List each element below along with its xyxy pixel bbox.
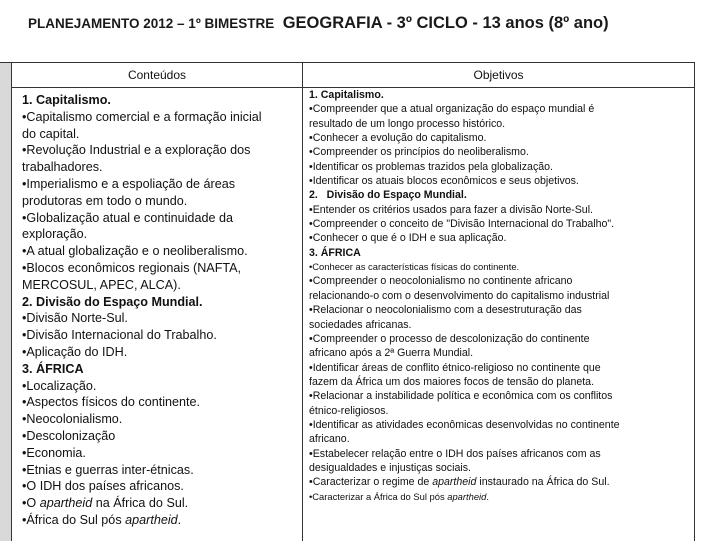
conteudo-line: trabalhadores. bbox=[22, 160, 103, 175]
objetivo-line: •Identificar os problemas trazidos pela globalização. bbox=[309, 160, 553, 173]
conteudo-line: •Aspectos físicos do continente. bbox=[22, 395, 201, 410]
objetivo-line: •Compreender o conceito de "Divisão Internacional do Trabalho". bbox=[309, 218, 615, 231]
objetivo-line: resultado de um longo processo histórico. bbox=[309, 117, 506, 130]
conteudo-line: •Globalização atual e continuidade da bbox=[22, 210, 233, 225]
conteudo-line: •África do Sul pós apartheid. bbox=[22, 512, 182, 527]
objetivos-column bbox=[309, 88, 669, 504]
objetivo-line: •Caracterizar o regime de apartheid instaurado na África do Sul. bbox=[309, 476, 610, 489]
objetivo-line: •Caracterizar a África do Sul pós apartheid. bbox=[309, 490, 489, 502]
conteudo-line: •Imperialismo e a espoliação de áreas bbox=[22, 176, 236, 191]
conteudo-line: MERCOSUL, APEC, ALCA). bbox=[22, 277, 181, 292]
title-part-1: PLANEJAMENTO 2012 – 1º BIMESTRE bbox=[28, 16, 275, 31]
objetivo-line: fazem da África um dos maiores focos de tensão do planeta. bbox=[309, 375, 595, 388]
objetivo-line: •Compreender o processo de descolonização do continente bbox=[309, 332, 590, 345]
objetivo-line: •Compreender que a atual organização do espaço mundial é bbox=[309, 103, 595, 116]
conteudo-line: exploração. bbox=[22, 227, 88, 242]
conteudo-line: •Neocolonialismo. bbox=[22, 412, 123, 427]
header-objetivos: Objetivos bbox=[303, 63, 694, 88]
objetivo-line: 3. ÁFRICA bbox=[309, 246, 361, 259]
objetivo-line: sociedades africanas. bbox=[309, 318, 412, 331]
objetivo-line: •Compreender os princípios do neoliberalismo. bbox=[309, 146, 529, 159]
column-divider bbox=[302, 87, 303, 541]
conteudo-line: •Aplicação do IDH. bbox=[22, 344, 128, 359]
conteudo-line: •Divisão Internacional do Trabalho. bbox=[22, 328, 217, 343]
page-title bbox=[28, 14, 708, 44]
objetivo-line: •Conhecer a evolução do capitalismo. bbox=[309, 132, 487, 145]
objetivo-line: •Relacionar a instabilidade política e econômica com os conflitos bbox=[309, 390, 613, 403]
conteudo-line: 2. Divisão do Espaço Mundial. bbox=[22, 294, 203, 309]
conteudo-line: •A atual globalização e o neoliberalismo. bbox=[22, 244, 248, 259]
objetivo-line: étnico-religiosos. bbox=[309, 404, 389, 417]
conteudo-line: 1. Capitalismo. bbox=[22, 93, 111, 107]
conteudo-line: •Divisão Norte-Sul. bbox=[22, 311, 128, 326]
conteudo-line: •O IDH dos países africanos. bbox=[22, 479, 184, 494]
objetivo-line: desigualdades e injustiças sociais. bbox=[309, 461, 471, 474]
conteudo-line: •Descolonização bbox=[22, 428, 116, 443]
conteudo-line: do capital. bbox=[22, 126, 80, 141]
conteudo-line: 3. ÁFRICA bbox=[22, 361, 84, 376]
objetivo-line: •Relacionar o neocolonialismo com a desestruturação das bbox=[309, 304, 582, 317]
planning-table bbox=[0, 62, 695, 541]
objetivo-line: •Conhecer as características físicas do continente. bbox=[309, 261, 520, 273]
table-side-stripe bbox=[0, 63, 12, 541]
conteudo-line: •Economia. bbox=[22, 445, 86, 460]
conteudo-line: •O apartheid na África do Sul. bbox=[22, 496, 189, 511]
objetivo-line: •Identificar as atividades econômicas desenvolvidas no continente bbox=[309, 418, 620, 431]
conteudo-line: •Etnias e guerras inter-étnicas. bbox=[22, 462, 194, 477]
objetivo-line: africano após a 2ª Guerra Mundial. bbox=[309, 347, 474, 360]
objetivo-line: •Estabelecer relação entre o IDH dos países africanos com as bbox=[309, 447, 601, 460]
objetivo-line: •Compreender o neocolonialismo no continente africano bbox=[309, 275, 573, 288]
conteudos-column bbox=[22, 92, 294, 529]
header-conteudos: Conteúdos bbox=[12, 63, 303, 88]
conteudo-line: •Localização. bbox=[22, 378, 97, 393]
conteudo-line: produtoras em todo o mundo. bbox=[22, 193, 188, 208]
conteudo-line: •Revolução Industrial e a exploração dos bbox=[22, 143, 251, 158]
title-part-2: GEOGRAFIA - 3º CICLO - 13 anos (8º ano) bbox=[282, 14, 609, 32]
objetivo-line: 2. Divisão do Espaço Mundial. bbox=[309, 189, 467, 202]
objetivo-line: •Entender os critérios usados para fazer a divisão Norte-Sul. bbox=[309, 203, 593, 216]
conteudo-line: •Capitalismo comercial e a formação inicial bbox=[22, 109, 262, 124]
objetivo-line: •Identificar áreas de conflito étnico-religioso no continente que bbox=[309, 361, 601, 374]
objetivo-line: •Conhecer o que é o IDH e sua aplicação. bbox=[309, 232, 507, 245]
objetivo-line: •Identificar os atuais blocos econômicos e seus objetivos. bbox=[309, 175, 579, 188]
objetivo-line: africano. bbox=[309, 433, 350, 446]
conteudo-line: •Blocos econômicos regionais (NAFTA, bbox=[22, 260, 242, 275]
objetivo-line: relacionando-o com o desenvolvimento do capitalismo industrial bbox=[309, 289, 610, 302]
objetivo-line: 1. Capitalismo. bbox=[309, 89, 384, 101]
